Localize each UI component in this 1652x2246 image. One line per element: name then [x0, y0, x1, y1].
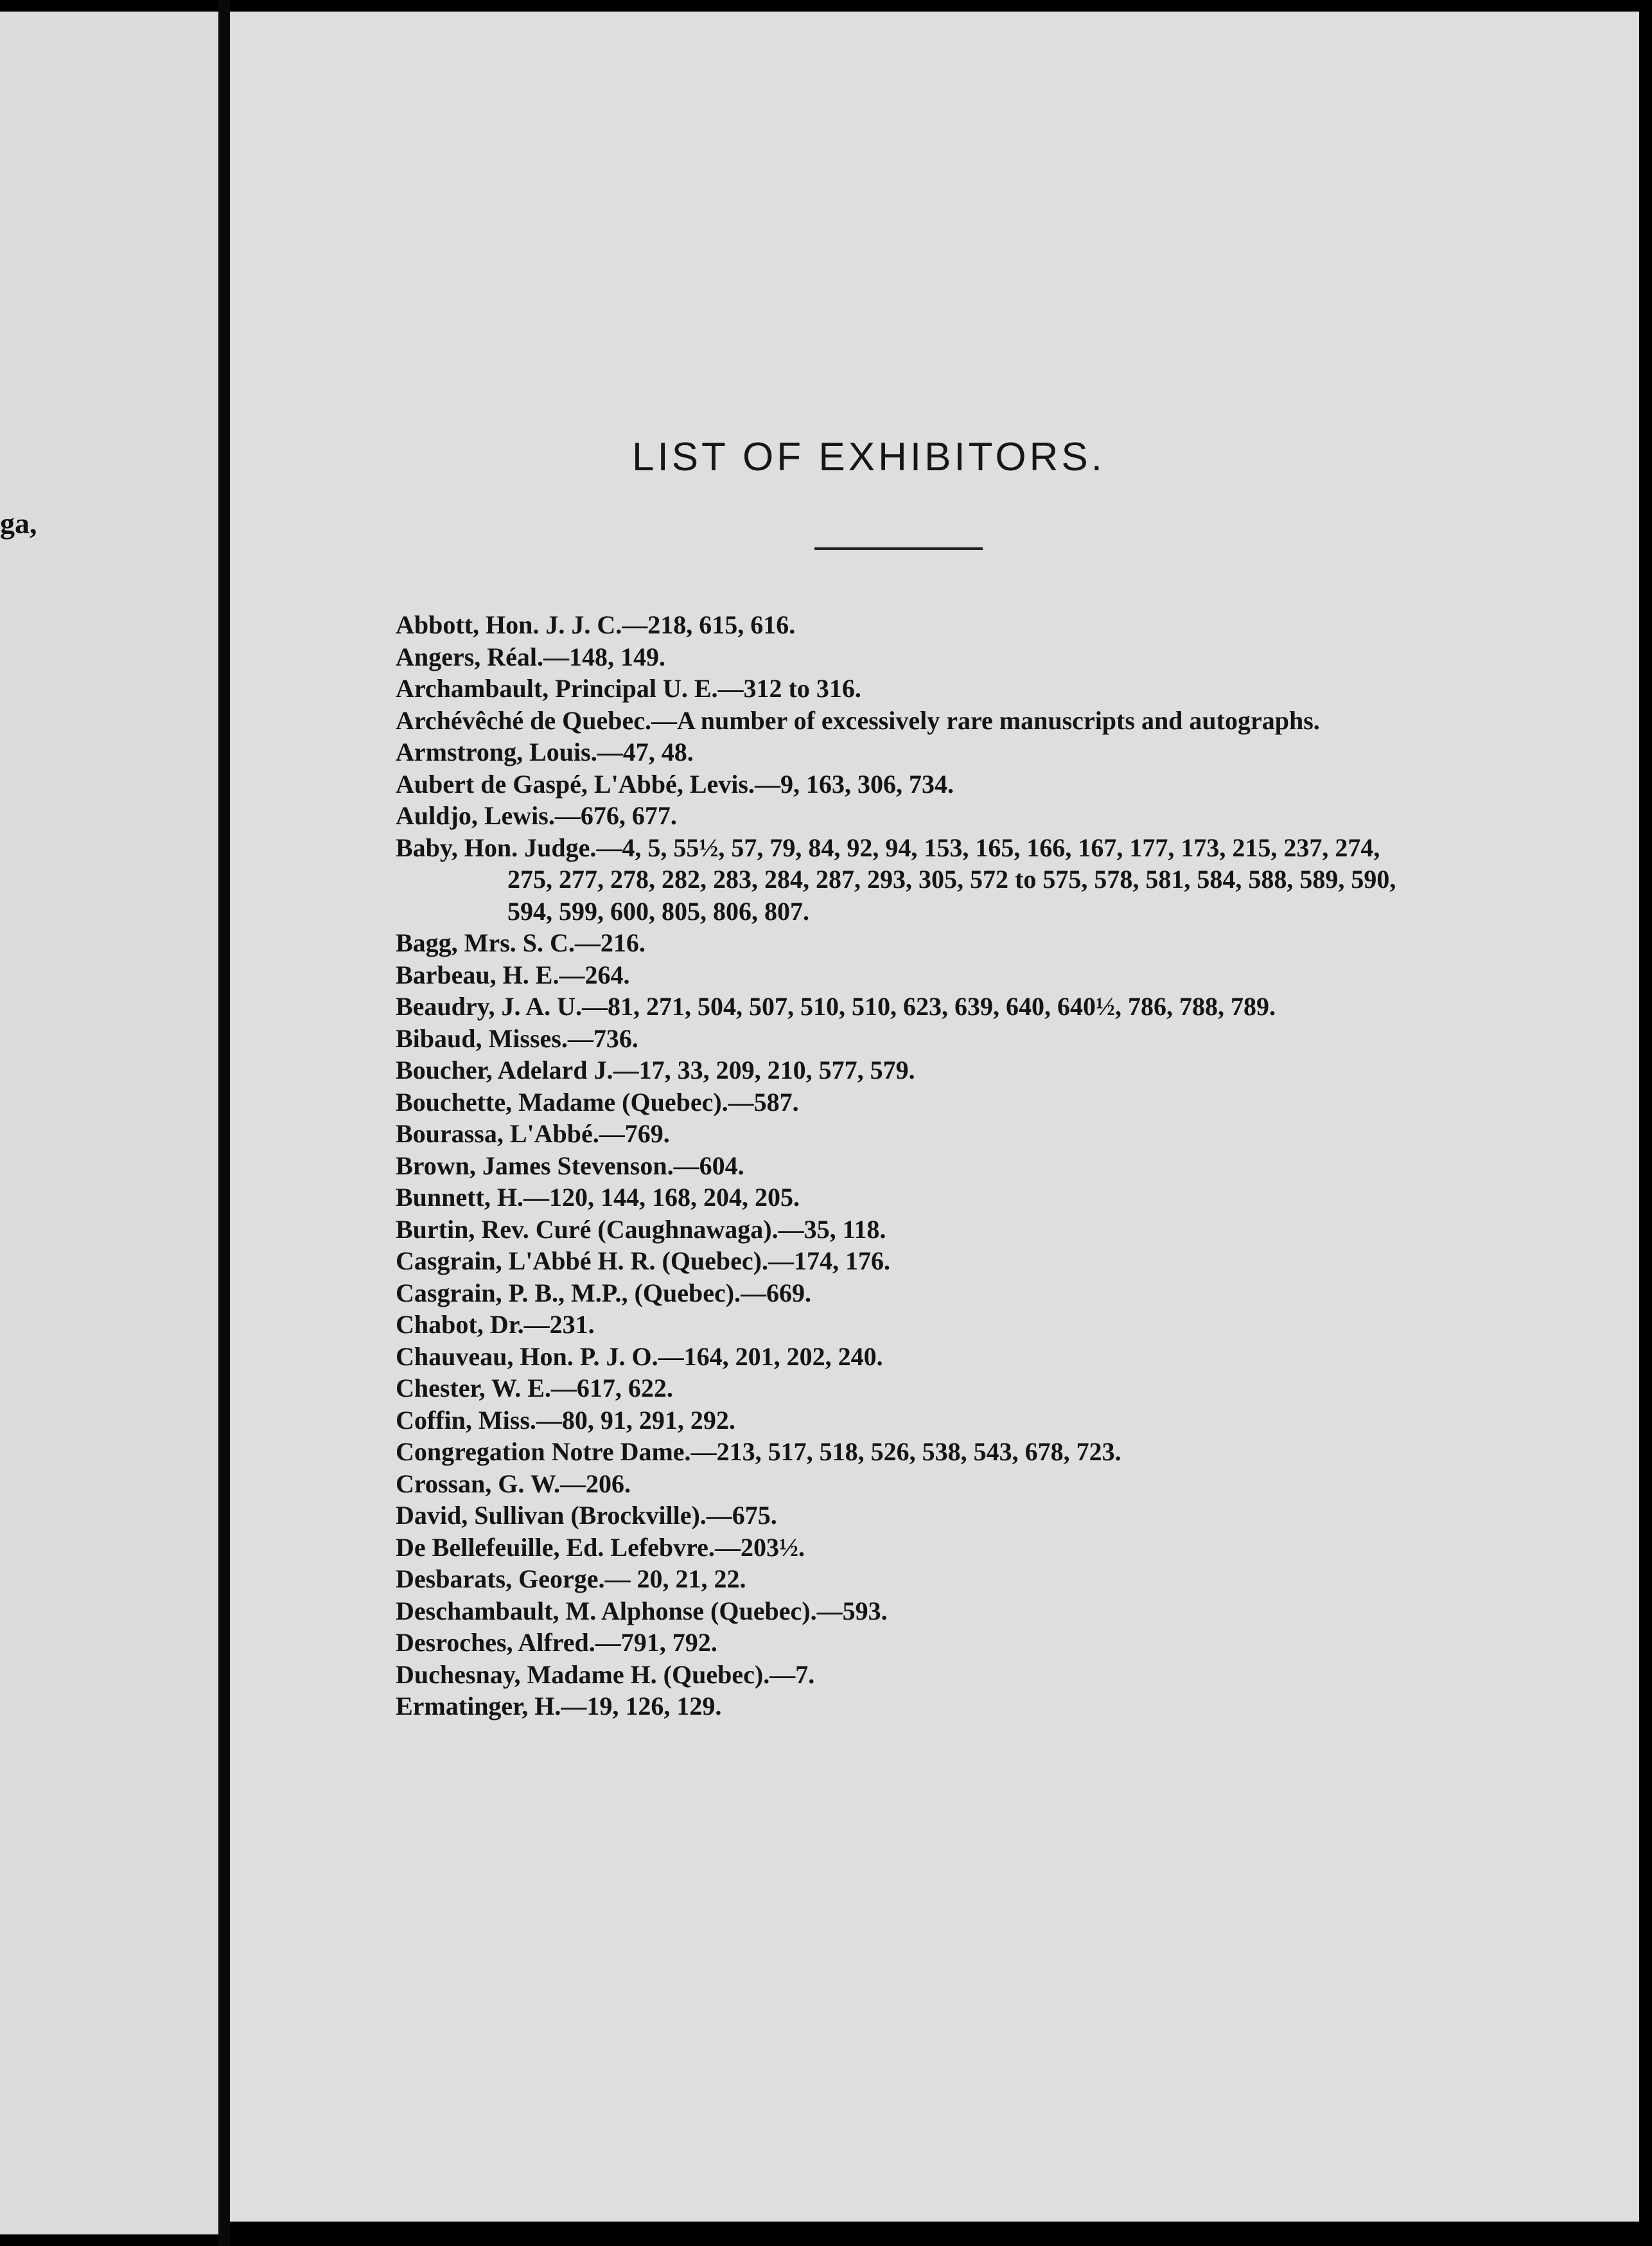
exhibitor-entry [396, 927, 1398, 959]
exhibitor-entry [396, 832, 1398, 928]
exhibitor-entry [396, 609, 1398, 641]
exhibitor-entry [396, 1659, 1398, 1691]
book-gutter [218, 0, 230, 2246]
exhibitor-entry [396, 1086, 1398, 1119]
exhibitor-items: —A number of excessively rare manuscripts and autographs. [651, 705, 1320, 735]
exhibitor-items: —617, 622. [550, 1374, 673, 1402]
exhibitor-items: —736. [567, 1023, 638, 1053]
exhibitor-name: Bagg, Mrs. S. C. [396, 928, 575, 957]
exhibitor-entry [396, 1627, 1398, 1659]
exhibitor-items: —4, 5, 55½, 57, 79, 84, 92, 94, 153, 165, 166, 167, 177, 173, 215, 237, 274, 275, 277, 278, 282, 283, 284, 287, 293, 305, 572 to 575, 578, 581, 584, 588, 589, 590, 594, 599, 600, 805, 806, 807. [507, 833, 1396, 926]
exhibitor-name: Baby, Hon. Judge. [396, 833, 597, 862]
exhibitor-items: —17, 33, 209, 210, 577, 579. [613, 1056, 915, 1084]
left-page [0, 12, 218, 2234]
exhibitor-entry [396, 1532, 1398, 1564]
exhibitor-entry [396, 1595, 1398, 1627]
page-title: LIST OF EXHIBITORS. [632, 435, 1105, 479]
exhibitor-entry [396, 641, 1398, 673]
exhibitor-entry [396, 1436, 1398, 1468]
exhibitor-items: —35, 118. [778, 1214, 886, 1244]
exhibitor-name: Congregation Notre Dame. [396, 1437, 691, 1466]
exhibitor-name: Casgrain, P. B., M.P., (Quebec). [396, 1278, 741, 1307]
exhibitor-name: Brown, James Stevenson. [396, 1151, 674, 1180]
exhibitor-name: Bouchette, Madame (Quebec). [396, 1087, 728, 1117]
exhibitor-name: Angers, Réal. [396, 642, 543, 671]
exhibitor-items: —80, 91, 291, 292. [536, 1405, 735, 1435]
exhibitor-entry [396, 1214, 1398, 1246]
exhibitor-entry [396, 1468, 1398, 1500]
exhibitor-items: —81, 271, 504, 507, 510, 510, 623, 639, 640, 640½, 786, 788, 789. [582, 992, 1276, 1021]
exhibitor-name: Deschambault, M. Alphonse (Quebec). [396, 1596, 817, 1625]
exhibitor-items: —264. [559, 960, 630, 989]
exhibitor-name: De Bellefeuille, Ed. Lefebvre. [396, 1532, 715, 1562]
exhibitor-items: —587. [728, 1087, 799, 1117]
exhibitor-entry [396, 1245, 1398, 1277]
exhibitor-entry [396, 1372, 1398, 1404]
exhibitor-name: Desbarats, George. [396, 1564, 605, 1593]
exhibitor-name: Archambault, Principal U. E. [396, 674, 718, 703]
exhibitor-entry [396, 991, 1398, 1023]
exhibitor-name: Chabot, Dr. [396, 1310, 524, 1339]
exhibitor-entry [396, 1499, 1398, 1532]
exhibitor-items: —669. [741, 1278, 812, 1307]
exhibitor-items: —19, 126, 129. [561, 1692, 722, 1720]
exhibitor-entry [396, 705, 1398, 737]
exhibitor-items: —7. [769, 1659, 815, 1689]
exhibitor-entry [396, 768, 1398, 800]
exhibitor-items: —312 to 316. [717, 674, 861, 703]
exhibitor-entry [396, 673, 1398, 705]
exhibitor-entry [396, 959, 1398, 991]
exhibitor-entry [396, 800, 1398, 832]
exhibitor-name: Beaudry, J. A. U. [396, 992, 583, 1021]
exhibitor-name: Casgrain, L'Abbé H. R. (Quebec). [396, 1246, 768, 1275]
exhibitor-items: —231. [523, 1310, 595, 1339]
exhibitor-items: — 20, 21, 22. [604, 1564, 746, 1593]
exhibitor-name: Bibaud, Misses. [396, 1023, 568, 1053]
exhibitor-entry [396, 1054, 1398, 1086]
exhibitor-name: Boucher, Adelard J. [396, 1056, 613, 1084]
exhibitor-items: —9, 163, 306, 734. [754, 769, 954, 799]
exhibitor-name: Bunnett, H. [396, 1183, 523, 1212]
exhibitor-entry [396, 1150, 1398, 1182]
exhibitor-items: —216. [574, 928, 646, 957]
exhibitor-items: —164, 201, 202, 240. [658, 1341, 883, 1371]
exhibitor-items: —593. [816, 1596, 888, 1625]
exhibitor-name: Ermatinger, H. [396, 1692, 561, 1720]
exhibitor-name: Bourassa, L'Abbé. [396, 1119, 599, 1148]
exhibitor-name: Archévêché de Quebec. [396, 705, 652, 735]
exhibitor-name: Armstrong, Louis. [396, 738, 597, 766]
exhibitor-entry [396, 1690, 1398, 1722]
exhibitor-entry [396, 1277, 1398, 1309]
exhibitor-items: —218, 615, 616. [622, 610, 796, 639]
exhibitor-items: —604. [673, 1151, 744, 1180]
exhibitor-name: Duchesnay, Madame H. (Quebec). [396, 1659, 770, 1689]
exhibitor-items: —203½. [714, 1532, 805, 1562]
exhibitor-entry [396, 1181, 1398, 1214]
exhibitor-name: Crossan, G. W. [396, 1469, 561, 1498]
exhibitor-items: —213, 517, 518, 526, 538, 543, 678, 723. [690, 1437, 1121, 1466]
exhibitor-items: —174, 176. [768, 1246, 890, 1275]
exhibitor-name: Coffin, Miss. [396, 1405, 536, 1435]
exhibitor-items: —148, 149. [543, 642, 665, 671]
exhibitor-items: —47, 48. [597, 738, 694, 766]
exhibitor-name: Chester, W. E. [396, 1374, 551, 1402]
exhibitor-entry [396, 1309, 1398, 1341]
exhibitor-name: Auldjo, Lewis. [396, 801, 555, 830]
exhibitor-entry [396, 1563, 1398, 1595]
exhibitor-items: —769. [599, 1119, 670, 1148]
exhibitor-name: Aubert de Gaspé, L'Abbé, Levis. [396, 769, 755, 799]
exhibitor-name: David, Sullivan (Brockville). [396, 1501, 707, 1530]
exhibitor-name: Barbeau, H. E. [396, 960, 559, 989]
exhibitor-items: —206. [560, 1469, 631, 1498]
exhibitor-entry [396, 1023, 1398, 1055]
exhibitor-name: Desroches, Alfred. [396, 1628, 595, 1657]
exhibitor-name: Abbott, Hon. J. J. C. [396, 610, 622, 639]
exhibitor-name: Burtin, Rev. Curé (Caughnawaga). [396, 1214, 778, 1244]
exhibitor-entry [396, 736, 1398, 768]
exhibitor-items: —675. [706, 1501, 777, 1530]
left-page-text-fragment: ga, [0, 507, 37, 540]
exhibitor-items: —676, 677. [554, 801, 677, 830]
title-rule [814, 547, 983, 550]
exhibitor-items: —120, 144, 168, 204, 205. [523, 1183, 800, 1212]
exhibitor-entry [396, 1341, 1398, 1373]
exhibitor-name: Chauveau, Hon. P. J. O. [396, 1341, 658, 1371]
exhibitor-entry [396, 1118, 1398, 1150]
exhibitor-list [396, 609, 1398, 1722]
exhibitor-items: —791, 792. [595, 1628, 717, 1657]
exhibitor-entry [396, 1404, 1398, 1437]
